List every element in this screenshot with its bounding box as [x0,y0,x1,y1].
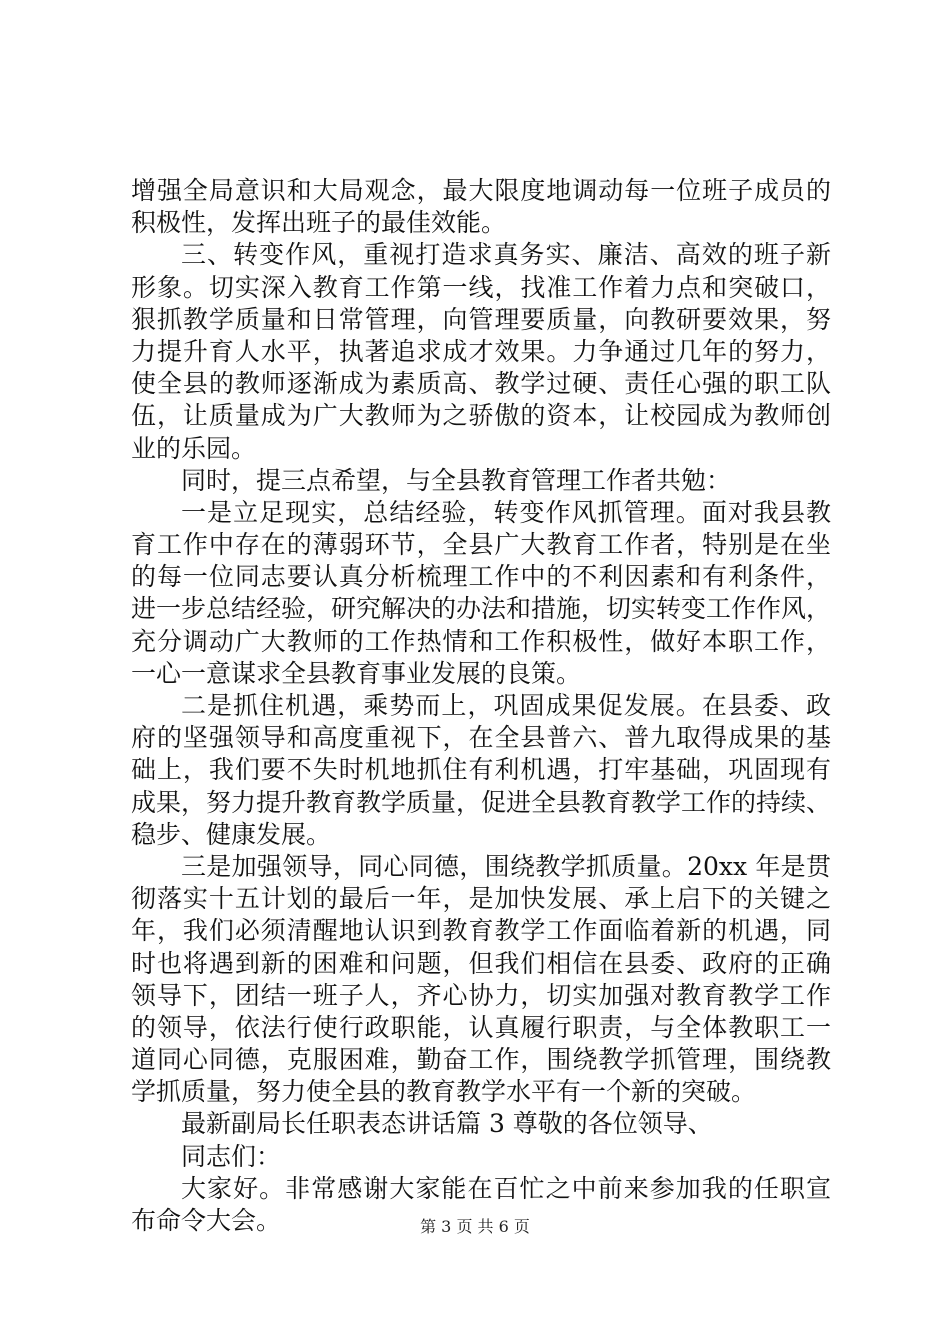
text-line: 力提升育人水平，执著追求成才效果。力争通过几年的努力， [131,336,831,366]
text-line: 成果，努力提升教育教学质量，促进全县教育教学工作的持续、 [131,787,831,817]
text-line: 充分调动广大教师的工作热情和工作积极性，做好本职工作， [131,626,831,656]
text-line: 最新副局长任职表态讲话篇 3 尊敬的各位领导、 [181,1109,713,1139]
text-line: 稳步、健康发展。 [131,819,332,849]
text-line: 增强全局意识和大局观念，最大限度地调动每一位班子成员的 [131,176,831,205]
text-line: 同志们： [181,1141,282,1171]
text-line: 府的坚强领导和高度重视下，在全县普六、普九取得成果的基 [131,723,831,753]
text-line: 大家好。非常感谢大家能在百忙之中前来参加我的任职宣 [181,1173,831,1203]
text-line: 年，我们必须清醒地认识到教育教学工作面临着新的机遇，同 [131,916,831,946]
text-line: 三是加强领导，同心同德，围绕教学抓质量。20xx 年是贯 [181,851,831,881]
text-line: 础上，我们要不失时机地抓住有利机遇，打牢基础，巩固现有 [131,755,831,785]
text-line: 时也将遇到新的困难和问题，但我们相信在县委、政府的正确 [131,948,831,978]
text-line: 彻落实十五计划的最后一年，是加快发展、承上启下的关键之 [131,884,831,914]
page-footer: 第 3 页 共 6 页 [420,1217,530,1236]
text-line: 育工作中存在的薄弱环节，全县广大教育工作者，特别是在坐 [131,530,831,560]
text-line: 的领导，依法行使行政职能，认真履行职责，与全体教职工一 [131,1012,831,1042]
text-line: 领导下，团结一班子人，齐心协力，切实加强对教育教学工作 [131,980,831,1010]
text-line: 伍，让质量成为广大教师为之骄傲的资本，让校园成为教师创 [131,401,831,431]
text-line: 三、转变作风，重视打造求真务实、廉洁、高效的班子新 [181,240,831,270]
text-line: 一心一意谋求全县教育事业发展的良策。 [131,658,582,688]
text-line: 形象。切实深入教育工作第一线，找准工作着力点和突破口， [131,272,831,302]
text-line: 狠抓教学质量和日常管理，向管理要质量，向教研要效果，努 [131,304,831,334]
text-line: 使全县的教师逐渐成为素质高、教学过硬、责任心强的职工队 [131,369,831,399]
text-line: 一是立足现实，总结经验，转变作风抓管理。面对我县教 [181,497,831,527]
text-line: 进一步总结经验，研究解决的办法和措施，切实转变工作作风， [131,594,831,624]
text-line: 业的乐园。 [131,433,257,463]
text-line: 的每一位同志要认真分析梳理工作中的不利因素和有利条件， [131,562,831,592]
document-body [131,175,831,1237]
text-line: 同时，提三点希望，与全县教育管理工作者共勉： [181,465,732,495]
text-line: 二是抓住机遇，乘势而上，巩固成果促发展。在县委、政 [181,691,831,720]
text-line: 道同心同德，克服困难，勤奋工作，围绕教学抓管理，围绕教 [131,1045,831,1075]
text-line: 积极性，发挥出班子的最佳效能。 [131,208,507,238]
text-line: 布命令大会。 [131,1206,282,1235]
text-line: 学抓质量，努力使全县的教育教学水平有一个新的突破。 [131,1077,757,1107]
